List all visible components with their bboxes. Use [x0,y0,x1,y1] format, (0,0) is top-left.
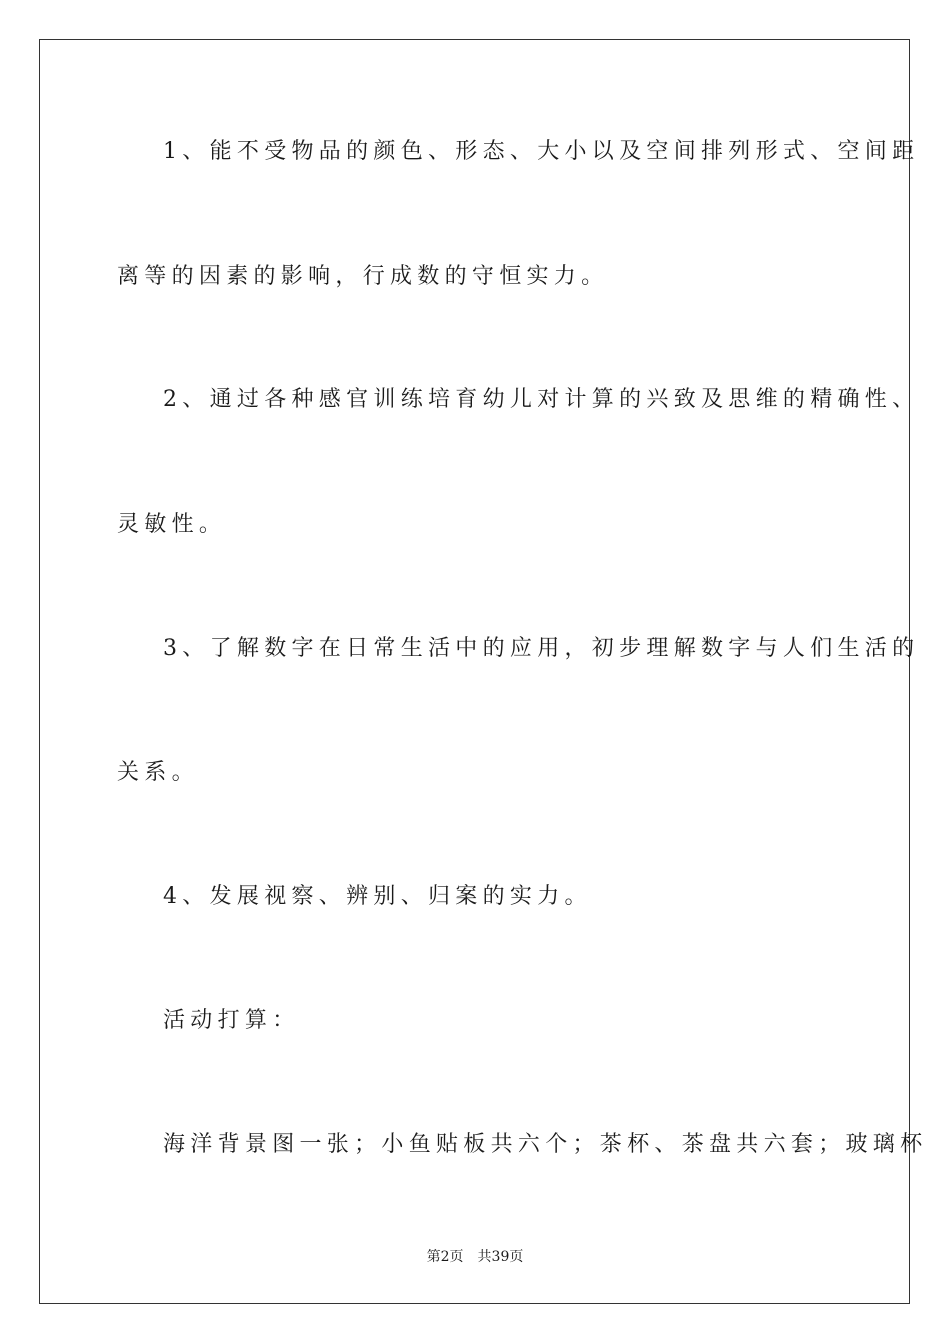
section-heading: 活动打算： [163,1008,300,1033]
paragraph-3-line-2: 关系。 [117,760,199,785]
page-footer [0,1248,950,1266]
paragraph-4: 4、发展视察、辨别、归案的实力。 [163,884,592,909]
paragraph-2-line-2: 灵敏性。 [117,512,227,537]
page-total: 共39页 [477,1249,524,1265]
page-number: 第2页 [426,1249,464,1265]
page-border [39,39,910,1304]
paragraph-5-line-1: 海洋背景图一张；小鱼贴板共六个；茶杯、茶盘共六套；玻璃杯 [163,1132,928,1157]
paragraph-2-line-1: 2、通过各种感官训练培育幼儿对计算的兴致及思维的精确性、 [163,387,920,412]
paragraph-1-line-1: 1、能不受物品的颜色、形态、大小以及空间排列形式、空间距 [163,139,920,164]
paragraph-3-line-1: 3、了解数字在日常生活中的应用，初步理解数字与人们生活的 [163,636,920,661]
paragraph-1-line-2: 离等的因素的影响，行成数的守恒实力。 [117,264,609,289]
